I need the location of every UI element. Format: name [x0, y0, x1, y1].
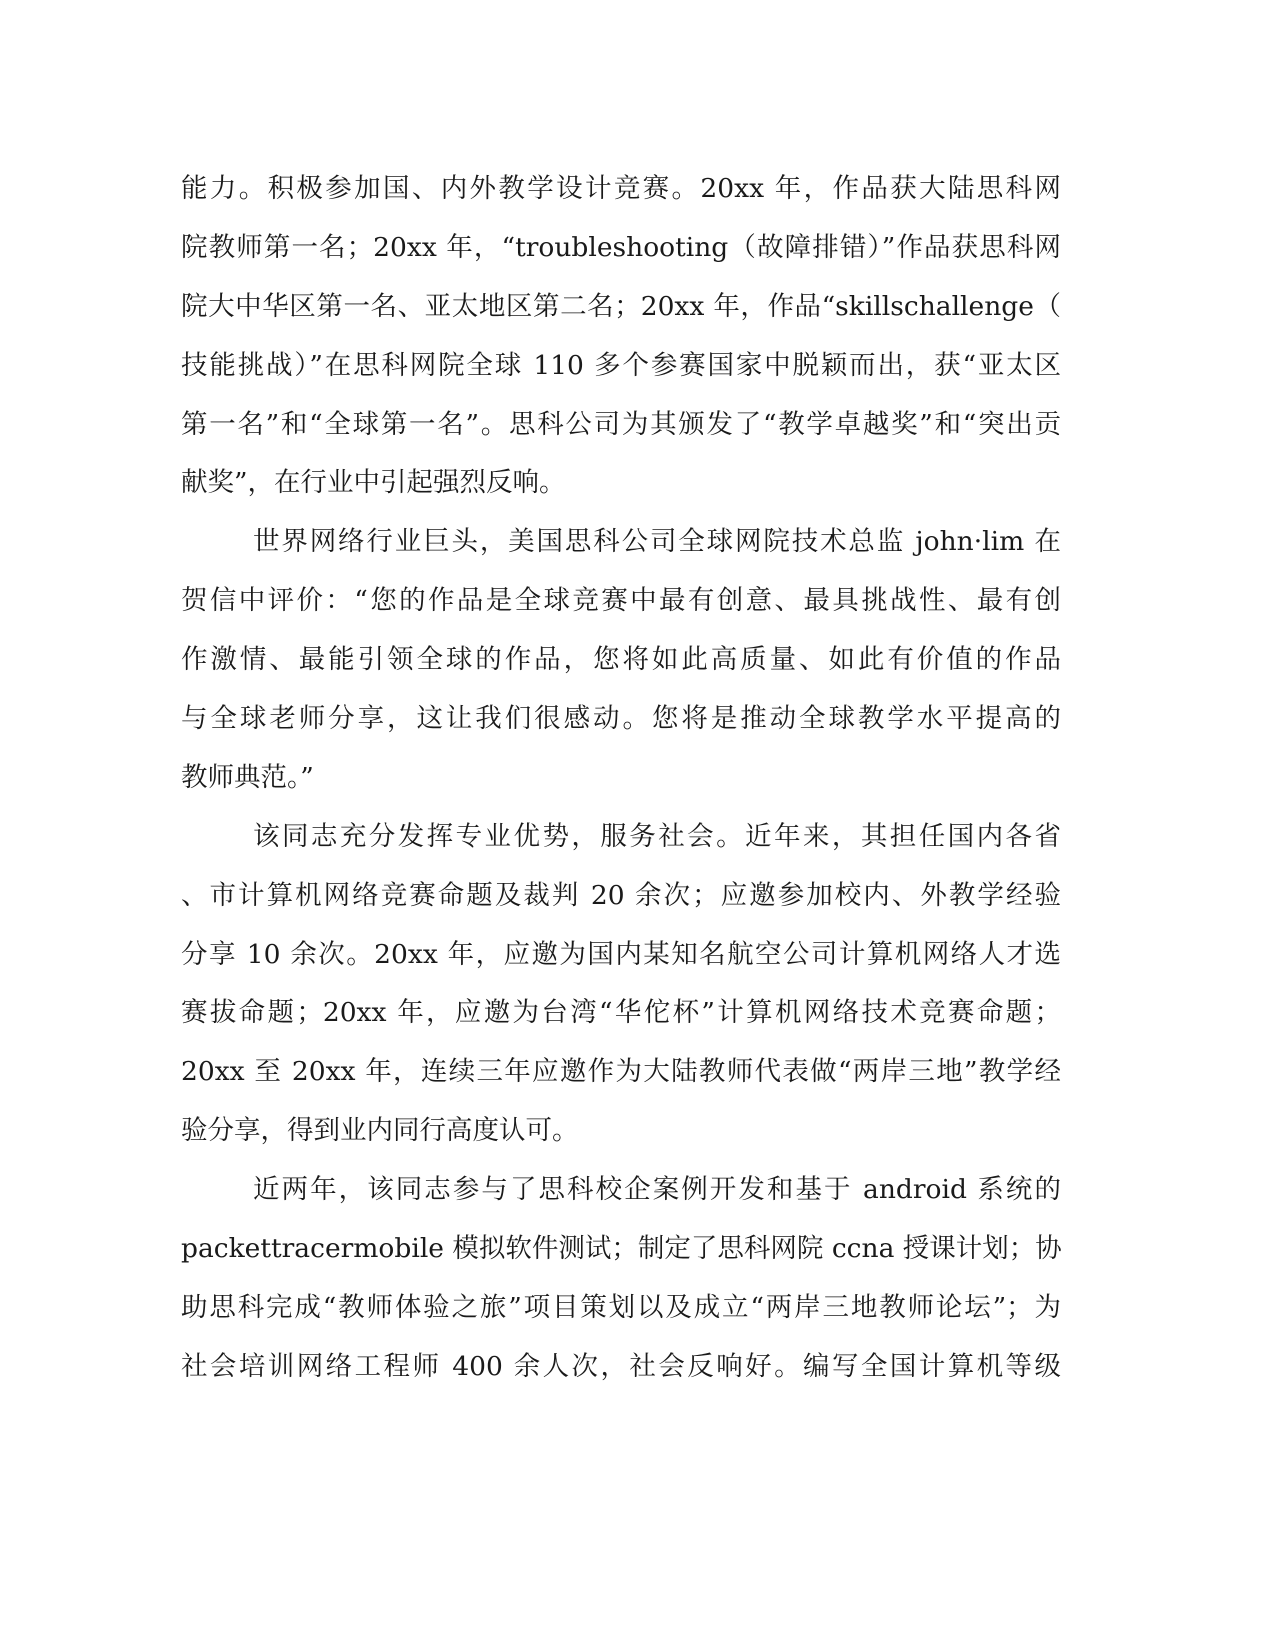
text-line: 验分享，得到业内同行高度认可。 [181, 1115, 579, 1147]
text-line: 该同志充分发挥专业优势，服务社会。近年来，其担任国内各省 [253, 820, 1061, 852]
paragraph-4 [181, 1161, 1061, 1397]
paragraph-3 [181, 808, 1061, 1161]
body-text [181, 160, 1061, 1397]
text-line: 20xx 至 20xx 年，连续三年应邀作为大陆教师代表做“两岸三地”教学经 [181, 1056, 1061, 1088]
text-line: 社会培训网络工程师 400 余人次，社会反响好。编写全国计算机等级 [181, 1350, 1061, 1382]
text-line: packettracermobile 模拟软件测试；制定了思科网院 ccna 授课计划；协 [181, 1233, 1062, 1265]
text-line: 能力。积极参加国、内外教学设计竞赛。20xx 年，作品获大陆思科网 [181, 173, 1061, 204]
text-line: 近两年，该同志参与了思科校企案例开发和基于 android 系统的 [253, 1174, 1061, 1206]
text-line: 技能挑战）”在思科网院全球 110 多个参赛国家中脱颖而出，获“亚太区 [181, 349, 1061, 381]
text-line: 赛拔命题；20xx 年，应邀为台湾“华佗杯”计算机网络技术竞赛命题； [181, 997, 1061, 1029]
text-line: 助思科完成“教师体验之旅”项目策划以及成立“两岸三地教师论坛”；为 [181, 1291, 1061, 1323]
text-line: 贺信中评价：“您的作品是全球竞赛中最有创意、最具挑战性、最有创 [181, 585, 1061, 617]
text-line: 世界网络行业巨头，美国思科公司全球网院技术总监 john·lim 在 [253, 526, 1061, 558]
text-line: 献奖”，在行业中引起强烈反响。 [181, 467, 566, 499]
text-line: 作激情、最能引领全球的作品，您将如此高质量、如此有价值的作品 [181, 644, 1061, 676]
text-line: 院大中华区第一名、亚太地区第二名；20xx 年，作品“skillschallenge（ [181, 290, 1061, 322]
text-line: 、市计算机网络竞赛命题及裁判 20 余次；应邀参加校内、外教学经验 [181, 879, 1061, 911]
text-line: 分享 10 余次。20xx 年，应邀为国内某知名航空公司计算机网络人才选 [181, 938, 1061, 970]
text-line: 院教师第一名；20xx 年，“troubleshooting（故障排错）”作品获思科网 [181, 231, 1061, 263]
paragraph-2 [181, 513, 1061, 807]
text-line: 与全球老师分享，这让我们很感动。您将是推动全球教学水平提高的 [181, 703, 1061, 735]
paragraph-1 [181, 160, 1061, 513]
text-line: 第一名”和“全球第一名”。思科公司为其颁发了“教学卓越奖”和“突出贡 [181, 408, 1061, 440]
text-line: 教师典范。” [181, 761, 314, 793]
